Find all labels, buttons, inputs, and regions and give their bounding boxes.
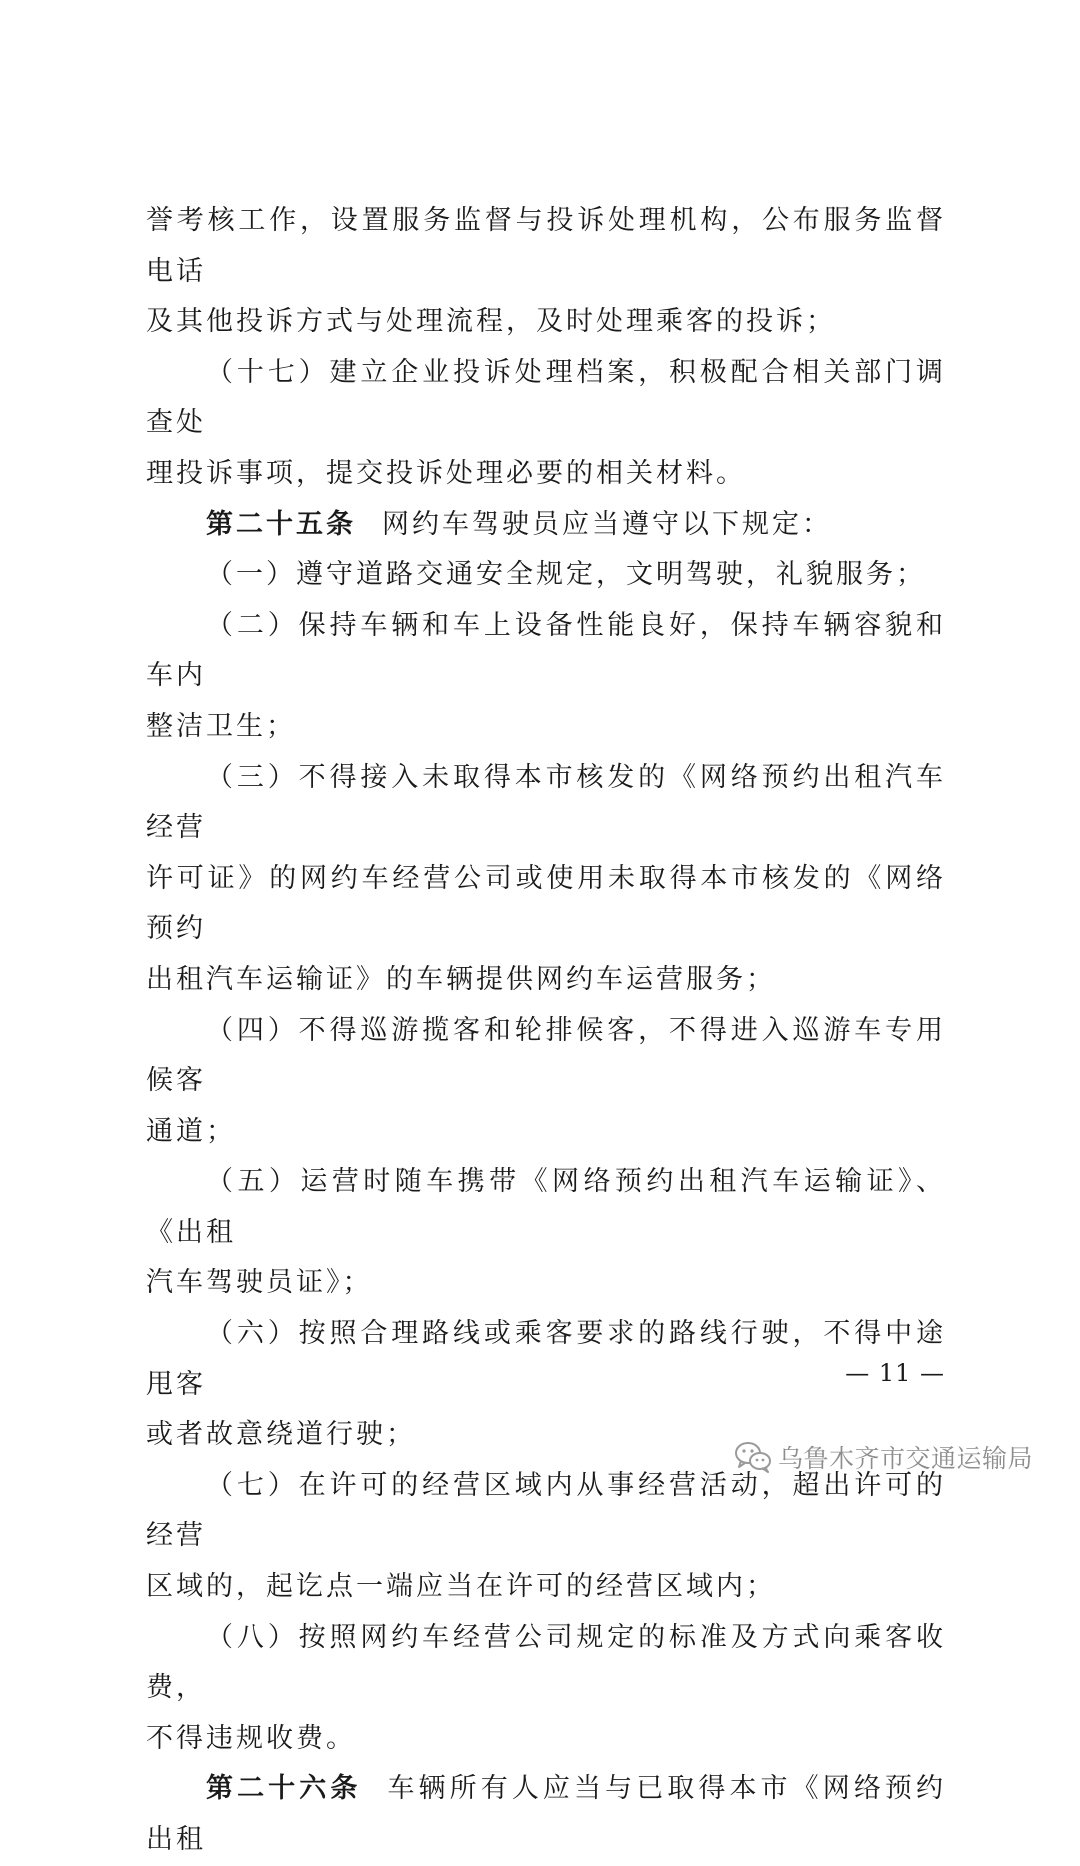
list-item: （二）保持车辆和车上设备性能良好，保持车辆容貌和车内 xyxy=(146,609,946,692)
text-line: 及其他投诉方式与处理流程，及时处理乘客的投诉； xyxy=(146,306,836,338)
list-item-continuation: 或者故意绕道行驶； xyxy=(146,1419,416,1451)
text-line: （十七）建立企业投诉处理档案，积极配合相关部门调查处 xyxy=(146,356,946,439)
list-item-continuation: 整洁卫生； xyxy=(146,710,296,742)
article-25-heading xyxy=(146,500,946,551)
list-item: （六）按照合理路线或乘客要求的路线行驶，不得中途甩客 xyxy=(146,1318,946,1400)
article-text: 车辆所有人应当与已取得本市《网络预约出租 xyxy=(146,1773,947,1855)
list-item: （八）按照网约车经营公司规定的标准及方式向乘客收费， xyxy=(146,1621,946,1704)
list-item-continuation: 通道； xyxy=(146,1115,236,1147)
wechat-icon xyxy=(734,1440,772,1474)
list-item-continuation: 汽车驾驶员证》； xyxy=(146,1267,373,1299)
list-item: （七）在许可的经营区域内从事经营活动，超出许可的经营 xyxy=(146,1469,946,1552)
article-title: 第二十六条 xyxy=(206,1773,362,1805)
watermark xyxy=(734,1437,1033,1477)
watermark-text: 乌鲁木齐市交通运输局 xyxy=(778,1444,1034,1473)
article-text: 网约车驾驶员应当遵守以下规定： xyxy=(382,508,832,540)
text-line: 理投诉事项，提交投诉处理必要的相关材料。 xyxy=(146,457,746,489)
list-item: （四）不得巡游揽客和轮排候客，不得进入巡游车专用候客 xyxy=(146,1014,946,1097)
list-item: （五）运营时随车携带《网络预约出租汽车运输证》、《出租 xyxy=(146,1166,946,1248)
list-item-continuation: 不得违规收费。 xyxy=(146,1722,356,1754)
list-item-continuation: 许可证》的网约车经营公司或使用未取得本市核发的《网络预约 xyxy=(146,862,946,945)
text-line: 誉考核工作，设置服务监督与投诉处理机构，公布服务监督电话 xyxy=(146,205,946,287)
list-item: （三）不得接入未取得本市核发的《网络预约出租汽车经营 xyxy=(146,761,946,844)
list-item-continuation: 区域的，起讫点一端应当在许可的经营区域内； xyxy=(146,1571,776,1603)
document-body xyxy=(146,196,946,1866)
list-item-continuation: 出租汽车运输证》的车辆提供网约车运营服务； xyxy=(146,963,776,995)
list-item: （一）遵守道路交通安全规定，文明驾驶，礼貌服务； xyxy=(206,559,926,591)
article-title: 第二十五条 xyxy=(206,508,356,540)
article-26-heading xyxy=(146,1764,946,1865)
page-number: — 11 — xyxy=(845,1359,945,1387)
